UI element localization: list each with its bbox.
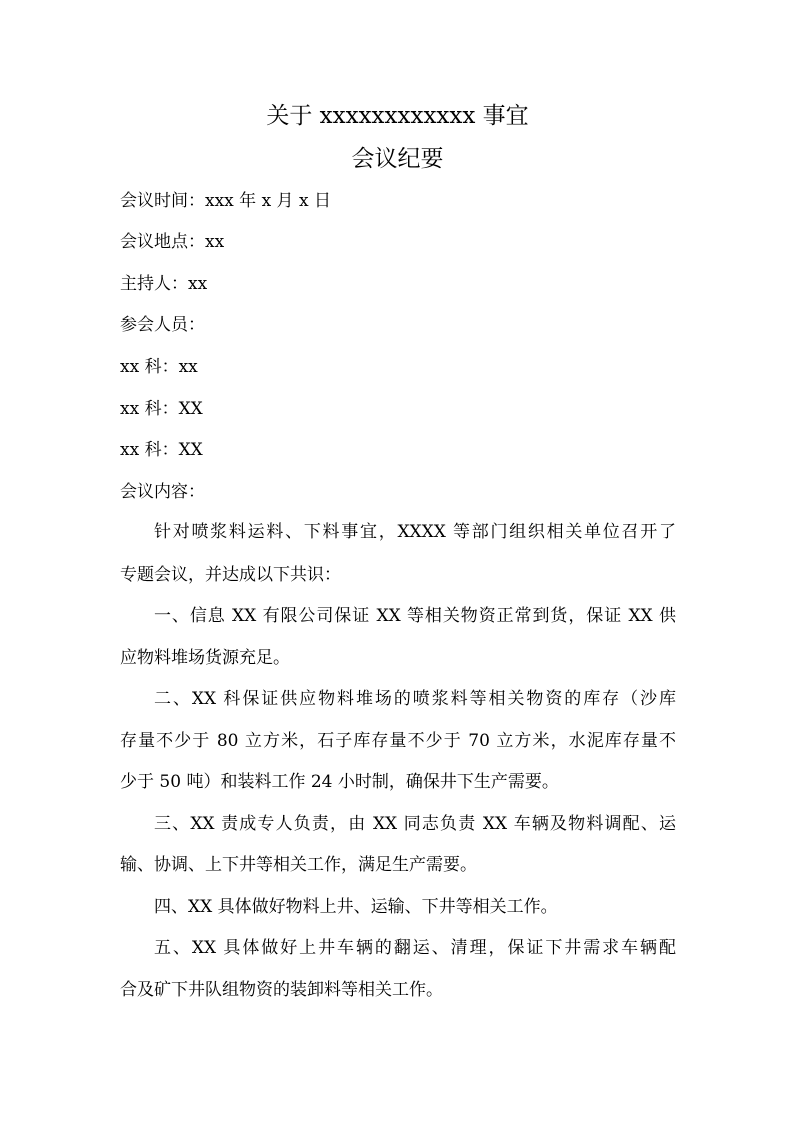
meeting-place: 会议地点：xx [120,232,225,252]
item-5-line: 合及矿下井队组物资的装卸料等相关工作。 [120,980,443,1000]
document-subtitle: 会议纪要 [351,146,444,172]
content-label: 会议内容： [120,482,205,502]
item-4-line: 四、XX 具体做好物料上井、运输、下井等相关工作。 [154,897,558,917]
item-1-line: 一、信息 XX 有限公司保证 XX 等相关物资正常到货，保证 XX 供 [154,606,676,626]
attendee-line: xx 科：xx [120,357,198,377]
intro-paragraph-line: 针对喷浆料运料、下料事宜，XXXX 等部门组织相关单位召开了 [154,522,676,542]
meeting-time: 会议时间：xxx 年 x 月 x 日 [120,191,331,211]
meeting-host: 主持人：xx [120,274,208,294]
attendee-line: xx 科：XX [120,399,203,419]
document-title: 关于 xxxxxxxxxxxx 事宜 [266,103,529,129]
item-2-line: 少于 50 吨）和装料工作 24 小时制，确保井下生产需要。 [120,772,559,792]
item-5-line: 五、XX 具体做好上井车辆的翻运、清理，保证下井需求车辆配 [154,938,676,958]
intro-paragraph-line: 专题会议，并达成以下共识： [120,565,341,585]
item-3-line: 三、XX 责成专人负责，由 XX 同志负责 XX 车辆及物料调配、运 [154,814,676,834]
item-1-line: 应物料堆场货源充足。 [120,648,290,668]
item-3-line: 输、协调、上下井等相关工作，满足生产需要。 [120,855,477,875]
item-2-line: 二、XX 科保证供应物料堆场的喷浆料等相关物资的库存（沙库 [154,689,676,709]
attendees-label: 参会人员： [120,315,205,335]
item-2-line: 存量不少于 80 立方米，石子库存量不少于 70 立方米，水泥库存量不 [120,731,676,751]
attendee-line: xx 科：XX [120,440,203,460]
